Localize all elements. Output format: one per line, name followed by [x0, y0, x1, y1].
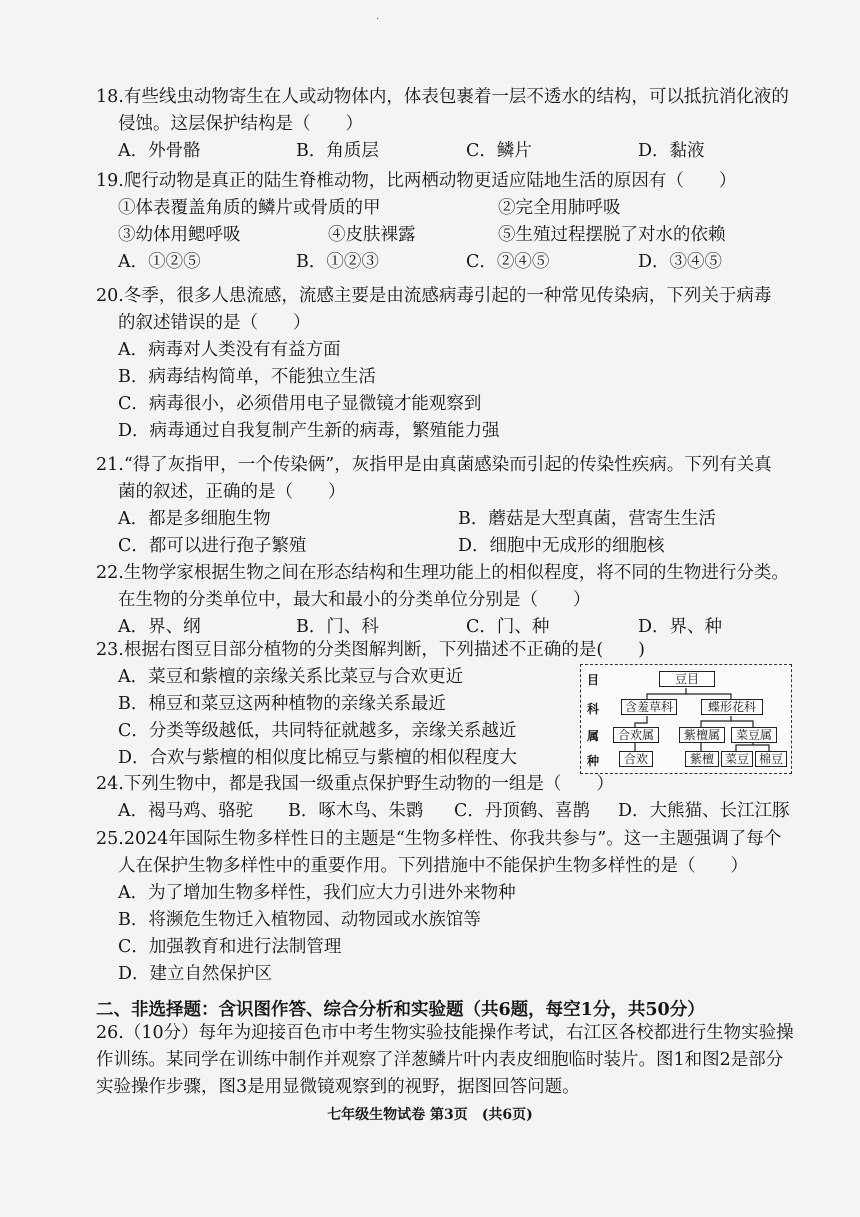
- option-a: A．褐马鸡、骆驼: [118, 801, 254, 821]
- question-stem: 侵蚀。这层保护结构是（ ）: [118, 114, 363, 134]
- question-26: [96, 1020, 816, 1101]
- option-c: C．鳞片: [466, 141, 532, 161]
- option-d: D．合欢与紫檀的相似度比棉豆与紫檀的相似程度大: [118, 748, 518, 768]
- option-d: D．建立自然保护区: [118, 964, 273, 984]
- option-b: B．将濒危生物迁入植物园、动物园或水族馆等: [118, 910, 481, 930]
- option-b: B．①②③: [296, 252, 379, 272]
- species-box-pterocarpus: 紫檀: [685, 751, 719, 767]
- option-b: B．啄木鸟、朱鹮: [288, 801, 424, 821]
- option-a: A．为了增加生物多样性，我们应大力引进外来物种: [118, 883, 516, 903]
- statement-4: ④皮肤裸露: [328, 225, 416, 245]
- option-d: D．细胞中无成形的细胞核: [458, 536, 665, 556]
- question-stem: 22.生物学家根据生物之间在形态结构和生理功能上的相似程度，将不同的生物进行分类。: [96, 563, 789, 583]
- options-row: [96, 138, 816, 165]
- question-stem: 的叙述错误的是（ ）: [118, 313, 311, 333]
- statement-3: ③幼体用鳃呼吸: [118, 225, 241, 245]
- rank-label-genus: 属: [587, 729, 600, 743]
- question-24: [96, 771, 816, 825]
- question-stem: 19.爬行动物是真正的陆生脊椎动物，比两栖动物更适应陆地生活的原因有（ ）: [96, 171, 737, 191]
- option-b: B．蘑菇是大型真菌，营寄生生活: [458, 509, 716, 529]
- scan-mark: ·: [376, 14, 380, 25]
- question-stem: 18.有些线虫动物寄生在人或动物体内，体表包裹着一层不透水的结构，可以抵抗消化液的: [96, 87, 789, 107]
- option-a: A．①②⑤: [118, 252, 201, 272]
- question-stem: 23.根据右图豆目部分植物的分类图解判断，下列描述不正确的是( ): [96, 640, 645, 660]
- question-stem: 人在保护生物多样性中的重要作用。下列措施中不能保护生物多样性的是（ ）: [118, 856, 748, 876]
- question-stem: 作训练。某同学在训练中制作并观察了洋葱鳞片叶内表皮细胞临时装片。图1和图2是部分: [96, 1050, 784, 1070]
- statement-1: ①体表覆盖角质的鳞片或骨质的甲: [118, 198, 381, 218]
- page-footer: 七年级生物试卷 第3页 (共6页): [327, 1107, 533, 1123]
- statement-row: [96, 222, 816, 249]
- option-d: D．黏液: [638, 141, 705, 161]
- options-row: [96, 506, 816, 533]
- question-20: [96, 283, 816, 445]
- question-stem: 菌的叙述，正确的是（ ）: [118, 482, 346, 502]
- question-stem: 在生物的分类单位中，最大和最小的分类单位分别是（ ）: [118, 590, 591, 610]
- option-c: C．加强教育和进行法制管理: [118, 937, 342, 957]
- statement-2: ②完全用肺呼吸: [498, 198, 621, 218]
- genus-box-pterocarpus: 紫檀属: [679, 727, 725, 743]
- options-row: [96, 249, 816, 276]
- option-d: D．界、种: [638, 617, 723, 637]
- option-d: D．病毒通过自我复制产生新的病毒，繁殖能力强: [118, 421, 500, 441]
- option-b: B．角质层: [296, 141, 379, 161]
- question-stem: 25.2024年国际生物多样性日的主题是“生物多样性、你我共参与”。这一主题强调了每个: [96, 829, 782, 849]
- genus-box-albizia: 合欢属: [613, 727, 659, 743]
- option-c: C．都可以进行孢子繁殖: [118, 536, 307, 556]
- options-row: [96, 798, 816, 825]
- question-19: [96, 168, 816, 276]
- option-a: A．外骨骼: [118, 141, 201, 161]
- question-stem: 20.冬季，很多人患流感，流感主要是由流感病毒引起的一种常见传染病，下列关于病毒: [96, 286, 772, 306]
- option-c: C．分类等级越低，共同特征就越多，亲缘关系越近: [118, 721, 517, 741]
- option-b: B．棉豆和菜豆这两种植物的亲缘关系最近: [118, 694, 446, 714]
- order-box: 豆目: [659, 671, 715, 687]
- section-heading: 二、非选择题：含识图作答、综合分析和实验题（共6题，每空1分，共50分）: [96, 1000, 705, 1020]
- option-b: B．门、科: [296, 617, 379, 637]
- statement-5: ⑤生殖过程摆脱了对水的依赖: [498, 225, 726, 245]
- rank-label-species: 种: [587, 754, 600, 768]
- question-18: [96, 84, 816, 165]
- question-stem: 21.“得了灰指甲，一个传染俩”，灰指甲是由真菌感染而引起的传染性疾病。下列有关真: [96, 455, 772, 475]
- option-a: A．都是多细胞生物: [118, 509, 271, 529]
- option-c: C．丹顶鹤、喜鹊: [454, 801, 590, 821]
- rank-label-order: 目: [587, 673, 600, 687]
- rank-label-family: 科: [587, 702, 600, 716]
- option-a: A．病毒对人类没有有益方面: [118, 340, 341, 360]
- species-box-albizia: 合欢: [619, 751, 653, 767]
- option-b: B．病毒结构简单，不能独立生活: [118, 367, 376, 387]
- question-stem: 26.（10分）每年为迎接百色市中考生物实验技能操作考试，右江区各校都进行生物实验操: [96, 1023, 794, 1043]
- genus-box-phaseolus: 菜豆属: [731, 727, 777, 743]
- option-d: D．③④⑤: [638, 252, 723, 272]
- statement-row: [96, 195, 816, 222]
- question-stem: 实验操作步骤，图3是用显微镜观察到的视野，据图回答问题。: [96, 1077, 580, 1097]
- question-stem: 24.下列生物中，都是我国一级重点保护野生动物的一组是（ ）: [96, 774, 614, 794]
- question-25: [96, 826, 816, 988]
- option-c: C．②④⑤: [466, 252, 550, 272]
- species-box-lima-bean: 棉豆: [755, 751, 787, 767]
- option-c: C．病毒很小，必须借用电子显微镜才能观察到: [118, 394, 482, 414]
- option-c: C．门、种: [466, 617, 550, 637]
- question-21: [96, 452, 816, 560]
- option-d: D．大熊猫、长江江豚: [618, 801, 790, 821]
- family-box-mimosaceae: 含羞草科: [621, 699, 677, 715]
- option-a: A．菜豆和紫檀的亲缘关系比菜豆与合欢更近: [118, 667, 464, 687]
- options-row: [96, 533, 816, 560]
- taxonomy-diagram: [580, 664, 792, 774]
- question-22: [96, 560, 816, 641]
- family-box-papilionaceae: 蝶形花科: [701, 699, 763, 715]
- species-box-kidney-bean: 菜豆: [721, 751, 753, 767]
- option-a: A．界、纲: [118, 617, 201, 637]
